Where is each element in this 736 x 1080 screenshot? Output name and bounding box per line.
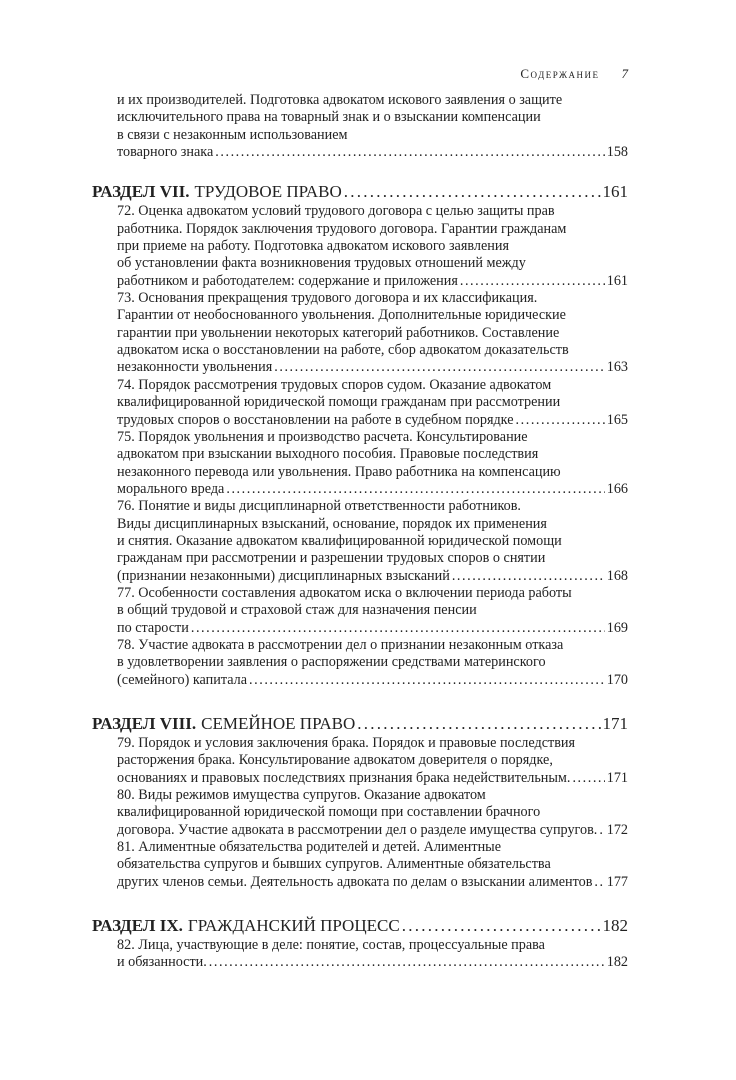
running-head-title: Содержание xyxy=(520,66,600,81)
entry-line: адвокатом при взыскании выходного пособия. Правовые последствия xyxy=(117,446,539,463)
toc-entry[interactable] xyxy=(92,429,628,498)
entry-line: Гарантии от необоснованного увольнения. Дополнительные юридические xyxy=(117,307,566,324)
dot-leader xyxy=(191,620,605,637)
entry-last-line xyxy=(117,568,628,585)
entry-line: Виды дисциплинарных взысканий, основание, порядок их применения xyxy=(117,515,547,532)
toc-entry[interactable] xyxy=(92,937,628,972)
section-page: 161 xyxy=(602,182,628,202)
entry-line: обязательства супругов и бывших супругов. Алиментные обязательства xyxy=(117,856,551,873)
entry-last-line xyxy=(117,822,628,839)
entry-line: 77. Особенности составления адвокатом иска о включении периода работы xyxy=(117,584,572,601)
entry-line: 81. Алиментные обязательства родителей и детей. Алиментные xyxy=(117,839,502,856)
entry-line: расторжения брака. Консультирование адвокатом доверителя о порядке, xyxy=(117,752,553,769)
dot-leader xyxy=(460,273,605,290)
dot-leader xyxy=(516,412,605,429)
dot-leader xyxy=(344,181,601,203)
toc-entry[interactable] xyxy=(92,585,628,637)
dot-leader xyxy=(402,915,601,937)
dot-leader xyxy=(357,713,600,735)
entry-line: работника. Порядок заключения трудового договора. Гарантии гражданам xyxy=(117,220,567,237)
entry-line: незаконного перевода или увольнения. Право работника на компенсацию xyxy=(117,463,561,480)
entry-page: 169 xyxy=(606,619,628,636)
section-label: РАЗДЕЛ IX. xyxy=(92,916,183,936)
entry-last-line xyxy=(117,672,628,689)
entry-page: 165 xyxy=(606,411,628,428)
entry-last-line xyxy=(117,273,628,290)
entry-line: исключительного права на товарный знак и о взыскании компенсации xyxy=(117,109,541,126)
running-head xyxy=(520,66,628,82)
entry-line: об установлении факта возникновения трудовых отношений между xyxy=(117,255,526,272)
table-of-contents xyxy=(92,92,628,972)
entry-line: в общий трудовой и страховой стаж для назначения пенсии xyxy=(117,602,477,619)
entry-line: гарантии при увольнении некоторых категорий работников. Составление xyxy=(117,324,560,341)
entry-page: 172 xyxy=(606,821,628,838)
entry-line: работником и работодателем: содержание и приложения xyxy=(117,272,458,289)
entry-line: 80. Виды режимов имущества супругов. Оказание адвокатом xyxy=(117,787,486,804)
entry-last-line xyxy=(117,481,628,498)
entry-line: основаниях и правовых последствиях признания брака недействительным. xyxy=(117,769,571,786)
dot-leader xyxy=(572,770,604,787)
entry-line: 75. Порядок увольнения и производство расчета. Консультирование xyxy=(117,428,528,445)
entry-page: 171 xyxy=(606,769,628,786)
entry-line: гражданам при рассмотрении и разрешении трудовых споров о снятии xyxy=(117,550,546,567)
entry-last-line xyxy=(117,954,628,971)
dot-leader xyxy=(249,672,605,689)
dot-leader xyxy=(215,144,604,161)
entry-line: по старости xyxy=(117,619,189,636)
entry-line: договора. Участие адвоката в рассмотрении дел о разделе имущества супругов. xyxy=(117,821,598,838)
entry-line: в удовлетворении заявления о распоряжении средствами материнского xyxy=(117,654,546,671)
dot-leader xyxy=(226,481,604,498)
entry-page: 182 xyxy=(606,954,628,971)
entry-page: 163 xyxy=(606,359,628,376)
entry-last-line xyxy=(117,620,628,637)
toc-entry[interactable] xyxy=(92,735,628,787)
dot-leader xyxy=(599,822,604,839)
entry-page: 161 xyxy=(606,272,628,289)
entry-last-line xyxy=(117,144,628,161)
entry-last-line xyxy=(117,770,628,787)
toc-entry[interactable] xyxy=(92,92,628,161)
dot-leader xyxy=(209,954,605,971)
entry-line: (семейного) капитала xyxy=(117,671,248,688)
entry-page: 166 xyxy=(606,480,628,497)
toc-entry[interactable] xyxy=(92,203,628,290)
entry-line: 82. Лица, участвующие в деле: понятие, состав, процессуальные права xyxy=(117,937,545,954)
entry-page: 168 xyxy=(606,567,628,584)
dot-leader xyxy=(594,874,604,891)
entry-last-line xyxy=(117,874,628,891)
entry-line: морального вреда xyxy=(117,480,225,497)
section-title: ТРУДОВОЕ ПРАВО xyxy=(194,182,342,202)
section-heading[interactable] xyxy=(92,713,628,735)
entry-line: 78. Участие адвоката в рассмотрении дел о признании незаконным отказа xyxy=(117,636,564,653)
entry-last-line xyxy=(117,359,628,376)
entry-line: и снятия. Оказание адвокатом квалифицированной юридической помощи xyxy=(117,532,562,549)
toc-entry[interactable] xyxy=(92,637,628,689)
toc-entry[interactable] xyxy=(92,377,628,429)
entry-line: незаконности увольнения xyxy=(117,359,273,376)
dot-leader xyxy=(274,359,604,376)
entry-last-line xyxy=(117,412,628,429)
section-label: РАЗДЕЛ VII. xyxy=(92,182,190,202)
section-title: ГРАЖДАНСКИЙ ПРОЦЕСС xyxy=(187,916,400,936)
toc-entry[interactable] xyxy=(92,787,628,839)
section-heading[interactable] xyxy=(92,181,628,203)
section-page: 171 xyxy=(602,714,628,733)
entry-line: в связи с незаконным использованием xyxy=(117,126,348,143)
entry-line: 73. Основания прекращения трудового договора и их классификация. xyxy=(117,290,538,307)
toc-entry[interactable] xyxy=(92,290,628,377)
entry-line: квалифицированной юридической помощи гражданам при рассмотрении xyxy=(117,394,561,411)
section-title: СЕМЕЙНОЕ ПРАВО xyxy=(201,714,356,733)
entry-line: товарного знака xyxy=(117,144,214,161)
entry-line: других членов семьи. Деятельность адвоката по делам о взыскании алиментов xyxy=(117,873,593,890)
entry-line: и их производителей. Подготовка адвокатом искового заявления о защите xyxy=(117,92,563,108)
entry-line: 76. Понятие и виды дисциплинарной ответственности работников. xyxy=(117,498,521,515)
entry-page: 170 xyxy=(606,671,628,688)
entry-line: 79. Порядок и условия заключения брака. Порядок и правовые последствия xyxy=(117,735,576,751)
section-page: 182 xyxy=(602,916,628,936)
section-label: РАЗДЕЛ VIII. xyxy=(92,714,197,733)
entry-line: квалифицированной юридической помощи при составлении брачного xyxy=(117,804,541,821)
entry-line: и обязанности. xyxy=(117,954,207,971)
dot-leader xyxy=(452,568,605,585)
entry-line: при приеме на работу. Подготовка адвокатом искового заявления xyxy=(117,238,509,255)
entry-line: адвокатом иска о восстановлении на работе, сбор адвокатом доказательств xyxy=(117,342,569,359)
entry-line: (признании незаконными) дисциплинарных взысканий xyxy=(117,567,450,584)
toc-entry[interactable] xyxy=(92,839,628,891)
entry-line: 74. Порядок рассмотрения трудовых споров судом. Оказание адвокатом xyxy=(117,376,552,393)
entry-line: трудовых споров о восстановлении на работе в судебном порядке xyxy=(117,411,514,428)
toc-entry[interactable] xyxy=(92,498,628,585)
entry-page: 177 xyxy=(606,873,628,890)
entry-page: 158 xyxy=(606,144,628,161)
section-heading[interactable] xyxy=(92,915,628,937)
page-number: 7 xyxy=(621,66,628,81)
entry-line: 72. Оценка адвокатом условий трудового договора с целью защиты прав xyxy=(117,203,555,220)
